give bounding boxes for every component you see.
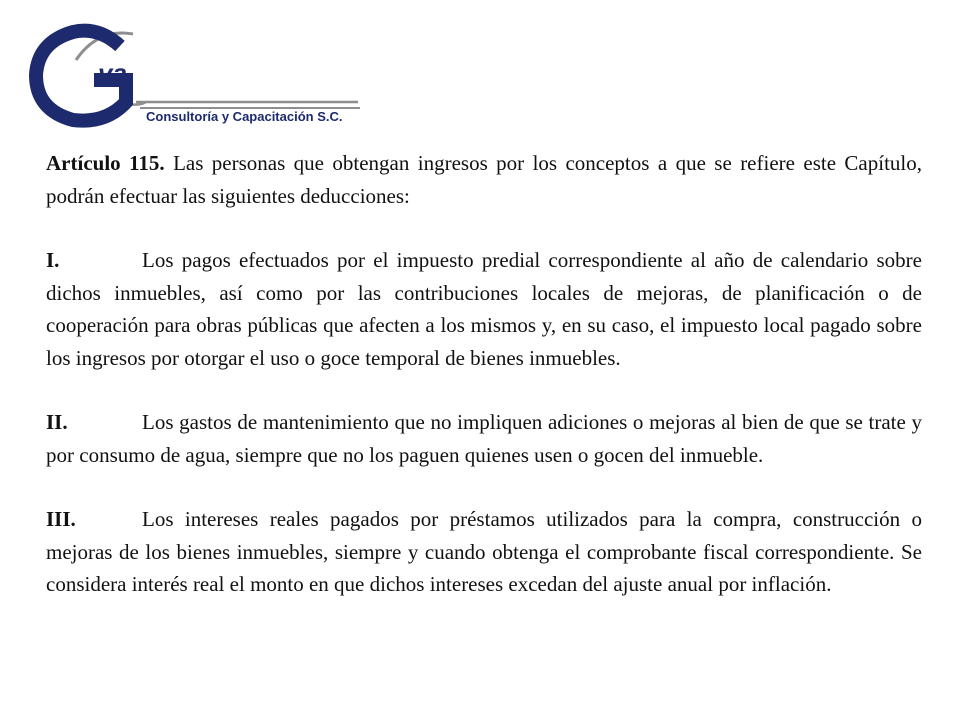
item-text: Los gastos de mantenimiento que no impliquen adiciones o mejoras al bien de que se trate y por consumo de agua, siempre que no los paguen quienes usen o gocen del inmueble. bbox=[46, 410, 922, 467]
item-number: I. bbox=[46, 248, 60, 272]
article-heading: Artículo 115. bbox=[46, 151, 165, 175]
item-text: Los intereses reales pagados por préstamos utilizados para la compra, construcción o mejoras de los bienes inmuebles, siempre y cuando obtenga el comprobante fiscal correspondiente. Se considera interés real el monto en que dichos intereses excedan del ajuste anual por inflación. bbox=[46, 507, 922, 596]
article-body bbox=[46, 147, 922, 601]
list-item bbox=[46, 244, 922, 374]
article-intro-text: Las personas que obtengan ingresos por los conceptos a que se refiere este Capítulo, podrán efectuar las siguientes deducciones: bbox=[46, 151, 923, 208]
logo-letters-va: va bbox=[98, 58, 127, 88]
gva-logo-icon bbox=[28, 20, 368, 130]
company-logo bbox=[28, 20, 368, 130]
logo-company-name: Consultoría y Capacitación S.C. bbox=[146, 109, 343, 124]
item-number: III. bbox=[46, 507, 76, 531]
article-intro bbox=[46, 147, 922, 212]
list-item bbox=[46, 503, 922, 601]
item-number: II. bbox=[46, 410, 68, 434]
item-text: Los pagos efectuados por el impuesto predial correspondiente al año de calendario sobre dichos inmuebles, así como por las contribuciones locales de mejoras, de planificación o de cooperación para obras públicas que afecten a los mismos y, en su caso, el impuesto local pagado sobre los ingresos por otorgar el uso o goce temporal de bienes inmuebles. bbox=[46, 248, 922, 370]
list-item bbox=[46, 406, 922, 471]
